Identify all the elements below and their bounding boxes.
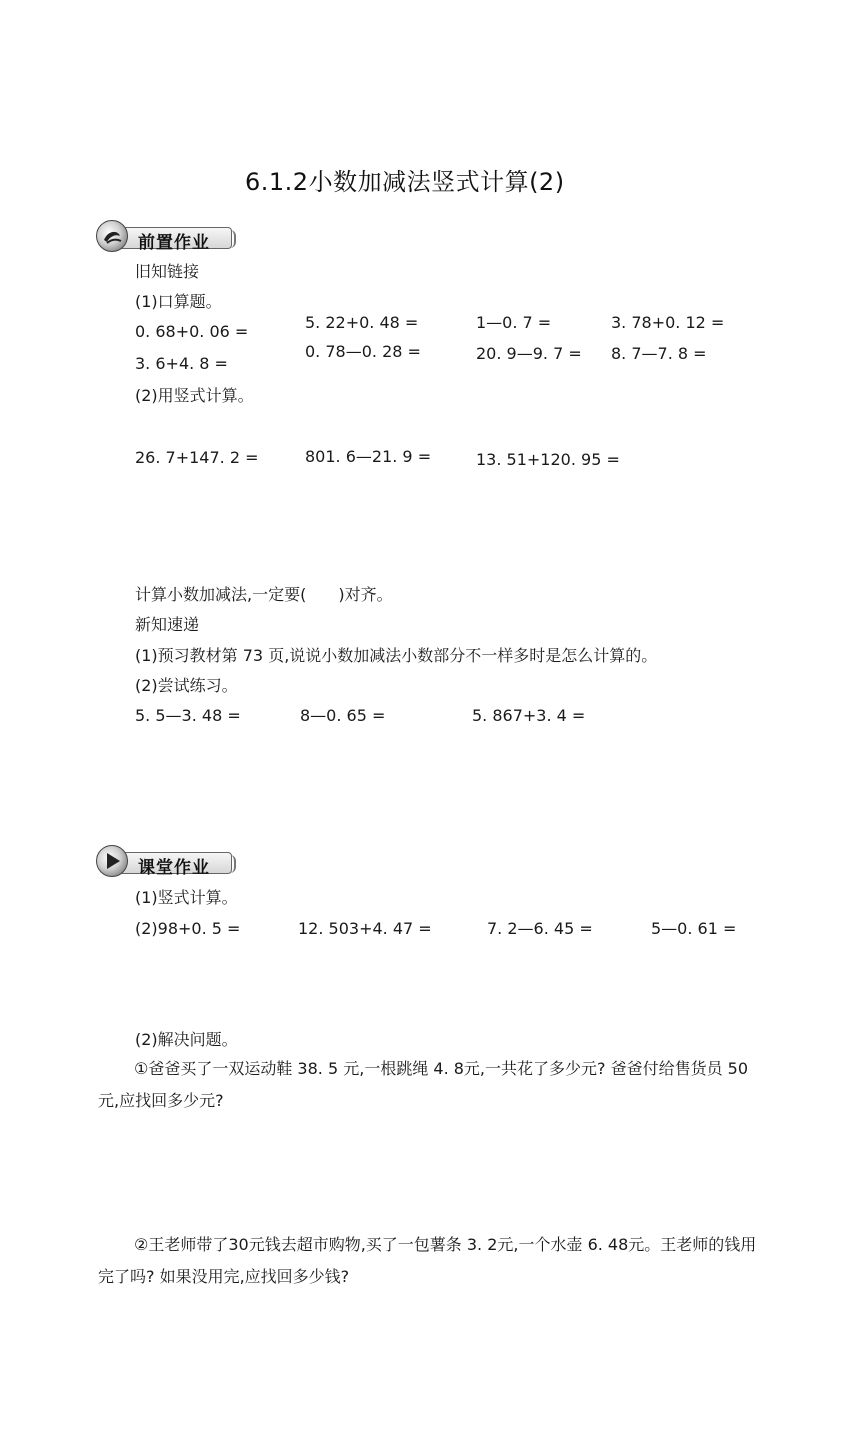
classwork-calc-item: 7. 2—6. 45 = — [487, 919, 593, 938]
section-badge-classwork — [96, 845, 236, 879]
word-problem-1: ①爸爸买了一双运动鞋 38. 5 元,一根跳绳 4. 8元,一共花了多少元? 爸爸付给售货员 50元,应找回多少元? — [98, 1059, 749, 1110]
page-title: 6.1.2小数加减法竖式计算(2) — [245, 168, 565, 196]
problem-solving-label: (2)解决问题。 — [135, 1030, 238, 1049]
mental-math-item: 3. 78+0. 12 = — [611, 313, 725, 332]
mental-math-item: 3. 6+4. 8 = — [135, 354, 228, 373]
try-practice-item: 5. 867+3. 4 = — [472, 706, 586, 725]
mental-math-item: 5. 22+0. 48 = — [305, 313, 419, 332]
section-badge-preview — [96, 220, 236, 254]
classwork-calc-item: 5—0. 61 = — [651, 919, 737, 938]
fill-blank-statement: 计算小数加减法,一定要( )对齐。 — [135, 585, 393, 604]
try-practice-item: 5. 5—3. 48 = — [135, 706, 241, 725]
mental-math-item: 0. 68+0. 06 = — [135, 322, 249, 341]
badge-label: 前置作业 — [138, 233, 210, 253]
mental-math-item: 0. 78—0. 28 = — [305, 342, 421, 361]
vertical-calc-label: (2)用竖式计算。 — [135, 386, 254, 405]
classwork-calc-item: 12. 503+4. 47 = — [298, 919, 432, 938]
mental-math-item: 20. 9—9. 7 = — [476, 344, 582, 363]
pencil-swirl-icon — [98, 222, 126, 250]
word-problem-2: ②王老师带了30元钱去超市购物,买了一包薯条 3. 2元,一个水壶 6. 48元。王老师的钱用完了吗? 如果没用完,应找回多少钱? — [98, 1235, 757, 1286]
badge-label: 课堂作业 — [138, 858, 210, 878]
heading-old-knowledge: 旧知链接 — [135, 262, 200, 281]
mental-math-item: 8. 7—7. 8 = — [611, 344, 707, 363]
vertical-calc-item: 26. 7+147. 2 = — [135, 448, 259, 467]
preview-instruction: (1)预习教材第 73 页,说说小数加减法小数部分不一样多时是怎么计算的。 — [135, 646, 658, 665]
try-practice-label: (2)尝试练习。 — [135, 676, 238, 695]
mental-math-item: 1—0. 7 = — [476, 313, 552, 332]
try-practice-item: 8—0. 65 = — [300, 706, 386, 725]
vertical-calc-item: 13. 51+120. 95 = — [476, 450, 620, 469]
mental-math-label: (1)口算题。 — [135, 292, 222, 311]
classwork-calc-label: (1)竖式计算。 — [135, 888, 238, 907]
heading-new-knowledge: 新知速递 — [135, 615, 200, 634]
play-arrow-icon — [98, 847, 126, 875]
vertical-calc-item: 801. 6—21. 9 = — [305, 447, 432, 466]
classwork-calc-item: (2)98+0. 5 = — [135, 919, 241, 938]
